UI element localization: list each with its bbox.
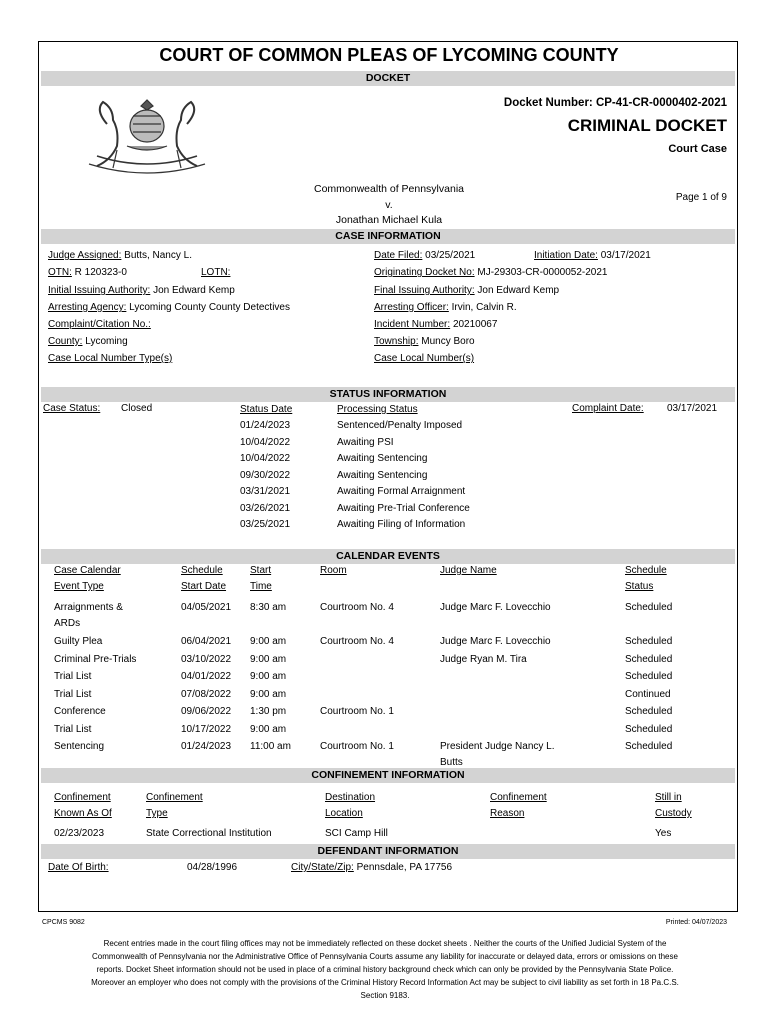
cal-row-event: Sentencing [54,741,105,752]
cal-header-status-1: Schedule [625,565,667,576]
cal-row-date: 10/17/2022 [181,724,232,735]
status-row-processing: Awaiting Formal Arraignment [337,486,466,497]
cal-row-status: Scheduled [625,654,673,665]
docket-frame [38,41,738,912]
court-name: COURT OF COMMON PLEAS OF LYCOMING COUNTY [159,45,619,65]
arresting-officer: Arresting Officer: Irvin, Calvin R. [374,302,517,313]
cal-row-time: 9:00 am [250,671,287,682]
conf-header-reason-1: Confinement [490,792,547,803]
township: Township: Muncy Boro [374,336,475,347]
status-row-processing: Awaiting Sentencing [337,453,428,464]
conf-header-dest-1: Destination [325,792,376,803]
cal-header-status-2: Status [625,581,654,592]
form-id: CPCMS 9082 [42,919,85,926]
conf-header-type-2: Type [146,808,168,819]
cal-header-room: Room [320,565,347,576]
cal-row-date: 04/01/2022 [181,671,232,682]
cal-header-event-1: Case Calendar [54,565,121,576]
cal-row-room: Courtroom No. 1 [320,741,394,752]
status-row-date: 10/04/2022 [240,453,291,464]
conf-type: State Correctional Institution [146,828,272,839]
defendant-info-bar: DEFENDANT INFORMATION [41,844,735,859]
initial-issuing-authority: Initial Issuing Authority: Jon Edward Kemp [48,285,235,296]
calendar-events-bar: CALENDAR EVENTS [41,549,735,564]
date-filed: Date Filed: 03/25/2021 [374,250,476,261]
conf-still-in-custody: Yes [655,828,672,839]
cal-row-room: Courtroom No. 1 [320,706,394,717]
conf-header-type-1: Confinement [146,792,203,803]
cal-row-date: 01/24/2023 [181,741,232,752]
case-local-number: Case Local Number(s) [374,353,475,364]
docket-bar: DOCKET [41,71,735,86]
cal-header-time-1: Start [250,565,272,576]
conf-header-custody-1: Still in [655,792,682,803]
pennsylvania-seal-icon [77,94,217,176]
status-info-bar: STATUS INFORMATION [41,387,735,402]
status-row-processing: Awaiting Filing of Information [337,519,466,530]
cal-row-date: 03/10/2022 [181,654,232,665]
cal-row-room: Courtroom No. 4 [320,602,394,613]
cal-row-judge: Judge Ryan M. Tira [440,654,527,665]
cal-row-date: 09/06/2022 [181,706,232,717]
cal-row-date: 04/05/2021 [181,602,232,613]
cal-row-status: Scheduled [625,636,673,647]
printed-date: Printed: 04/07/2023 [665,919,727,926]
conf-header-known-1: Confinement [54,792,111,803]
cal-row-event: Arraignments & ARDs [54,602,123,629]
conf-header-dest-2: Location [325,808,363,819]
docket-number: Docket Number: CP-41-CR-0000402-2021 [503,97,727,109]
disclaimer: Recent entries made in the court filing offices may not be immediately reflected on these docket sheets . Neither the courts of the Unified Judicial System of the Commonwealth of Pennsylvania nor the Administrative Office of Pennsylvania Courts assume any liability for inaccurate or delayed data, errors or omissions on these reports. Docket Sheet information should not be used in place of a criminal history background check which can only be provided by the Pennsylvania State Police. Moreover an employer who does not comply with the provisions of the Criminal History Record Information Act may be subject to civil liability as set forth in 18 Pa.C.S. Section 9183. [91,939,679,1000]
cal-row-room: Courtroom No. 4 [320,636,394,647]
cal-row-event: Trial List [54,671,92,682]
county: County: Lycoming [48,336,128,347]
status-row-processing: Awaiting Pre-Trial Conference [337,502,470,514]
cal-row-time: 9:00 am [250,636,287,647]
cal-row-status: Continued [625,689,671,700]
conf-header-reason-2: Reason [490,808,525,819]
status-row-date: 10/04/2022 [240,436,291,448]
processing-status-header: Processing Status [337,404,418,415]
case-local-number-type: Case Local Number Type(s) [48,353,173,364]
case-info-bar: CASE INFORMATION [41,229,735,244]
dob-label: Date Of Birth: [48,862,109,873]
status-row-processing: Awaiting PSI [337,436,394,448]
cal-row-status: Scheduled [625,602,673,613]
case-status-label: Case Status: [43,403,101,414]
conf-header-custody-2: Custody [655,808,692,819]
cal-header-date-2: Start Date [181,581,227,592]
cal-row-status: Scheduled [625,706,673,717]
cal-row-date: 07/08/2022 [181,689,232,700]
dob-value: 04/28/1996 [187,862,238,873]
cal-row-status: Scheduled [625,741,673,752]
city-state-zip: City/State/Zip: Pennsdale, PA 17756 [291,862,453,873]
status-row-date: 03/26/2021 [240,502,291,514]
cal-row-status: Scheduled [625,724,673,735]
cal-row-time: 1:30 pm [250,706,287,717]
cal-row-time: 9:00 am [250,724,287,735]
complaint-citation: Complaint/Citation No.: [48,319,151,330]
status-row-processing: Sentenced/Penalty Imposed [337,420,463,431]
cal-row-time: 8:30 am [250,602,287,613]
cal-row-time: 9:00 am [250,689,287,700]
complaint-date-label: Complaint Date: [572,403,644,414]
status-row-date: 09/30/2022 [240,469,291,481]
final-issuing-authority: Final Issuing Authority: Jon Edward Kemp [374,285,560,296]
status-date-header: Status Date [240,404,293,415]
cal-row-time: 11:00 am [250,741,291,752]
caption-defendant: Jonathan Michael Kula [335,214,443,226]
lotn: LOTN: [201,267,231,278]
confinement-info-bar: CONFINEMENT INFORMATION [41,768,735,783]
cal-header-judge: Judge Name [440,565,497,576]
incident-number: Incident Number: 20210067 [374,319,498,330]
arresting-agency: Arresting Agency: Lycoming County County Detectives [48,302,290,313]
conf-known-as-of: 02/23/2023 [54,828,105,839]
cal-row-time: 9:00 am [250,654,287,665]
case-status-value: Closed [121,403,153,414]
caption-plaintiff: Commonwealth of Pennsylvania [314,183,464,195]
otn: OTN: R 120323-0 [48,267,127,278]
cal-header-event-2: Event Type [54,581,104,592]
status-row-date: 03/25/2021 [240,519,291,530]
cal-header-date-1: Schedule [181,565,223,576]
criminal-docket-title: CRIMINAL DOCKET [567,116,727,135]
cal-row-event: Trial List [54,724,92,735]
case-type: Court Case [668,143,727,155]
status-row-date: 03/31/2021 [240,486,291,497]
cal-row-event: Criminal Pre-Trials [54,654,137,665]
judge-assigned: Judge Assigned: Butts, Nancy L. [48,250,192,261]
cal-row-event: Conference [54,706,106,717]
conf-header-known-2: Known As Of [54,808,112,819]
status-row-date: 01/24/2023 [240,420,291,431]
complaint-date-value: 03/17/2021 [667,403,718,414]
page-number: Page 1 of 9 [675,192,727,203]
cal-row-judge: Judge Marc F. Lovecchio [440,602,551,613]
cal-row-date: 06/04/2021 [181,636,232,647]
cal-row-status: Scheduled [625,671,673,682]
originating-docket: Originating Docket No: MJ-29303-CR-0000052-2021 [374,267,608,278]
initiation-date: Initiation Date: 03/17/2021 [534,250,651,261]
cal-row-judge: President Judge Nancy L. Butts [440,741,555,768]
conf-destination: SCI Camp Hill [325,828,388,839]
caption-versus: v. [385,199,393,211]
status-row-processing: Awaiting Sentencing [337,469,428,481]
cal-header-time-2: Time [250,581,272,592]
cal-row-judge: Judge Marc F. Lovecchio [440,636,551,647]
cal-row-event: Trial List [54,689,92,700]
cal-row-event: Guilty Plea [54,636,103,647]
